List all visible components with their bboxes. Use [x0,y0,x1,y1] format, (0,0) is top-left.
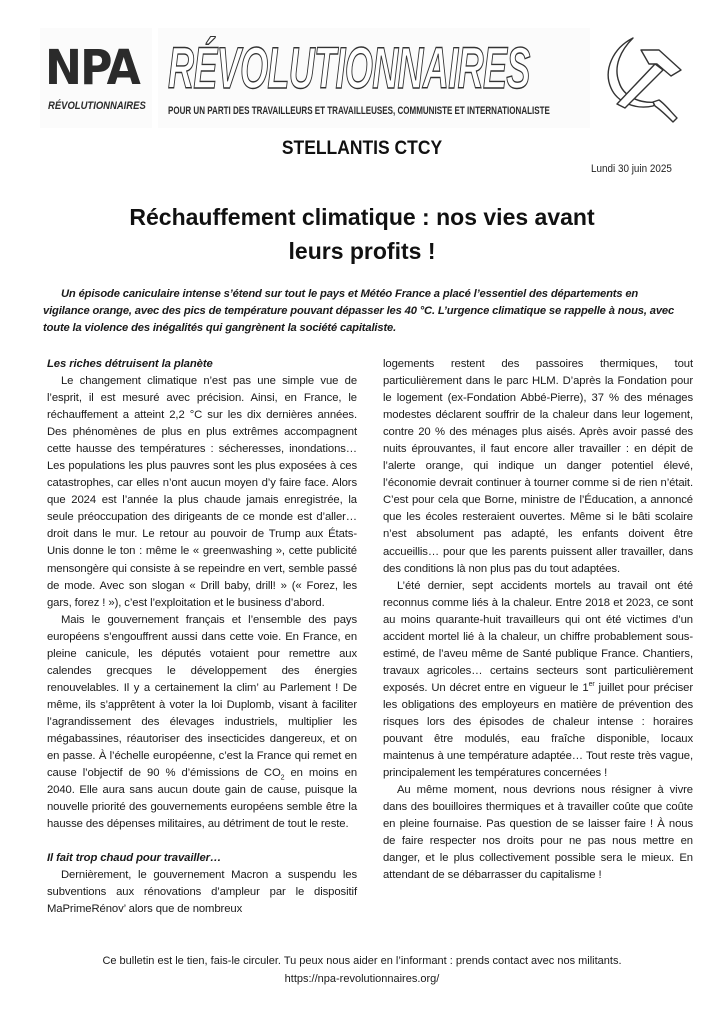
headline [60,200,664,268]
section-heading: Il fait trop chaud pour travailler… [47,852,222,865]
paragraph-text: Mais le gouvernement français et l’ensemble des pays européens s’engouffrent aussi dans cette voie. En France, en pleine canicule, les députés votaient pour remettre aux calendes grecques le développement des énergies renouvelables. Il y a certainement la clim’ au Parlement ! De même, ils s’apprêtent à voter la loi Duplomb, visant à faciliter l’agrandissement des élevages industriels, multiplier les mégabassines, réautoriser des insecticides dangereux, et on en passe. À l’échelle européenne, c’est la France qui remet en cause l’objectif de 90 % d’émissions de CO [47,613,357,780]
masthead [158,28,590,128]
site-name: STELLANTIS CTCY [281,138,443,159]
headline-line-2: leurs profits ! [288,238,436,264]
paragraph [383,578,693,783]
paragraph [47,612,357,834]
column-right [383,356,693,884]
article-lead: Un épisode caniculaire intense s’étend sur tout le pays et Météo France a placé l’essentiel des départements en vigilance orange, avec des pics de température pouvant dépasser les 40 °C. L’urgence climatique se rappelle à nous, avec toute la violence des inégalités qui gangrènent la société capitaliste. [43,288,675,334]
footer-text: Ce bulletin est le tien, fais-le circuler. Tu peux nous aider en l’informant : prends contact avec nos militants. [102,955,622,967]
paragraph-text: L’été dernier, sept accidents mortels au travail ont été reconnus comme liés à la chaleur. Entre 2018 et 2023, ce sont au moins quarante-huit travailleurs qui ont été victimes d’un accident mortel lié à la chaleur, un chiffre probablement sous-estimé, de l’aveu même de Santé publique France. Chantiers, travaux agricoles… certains secteurs sont particulièrement exposés. Un décret entre en vigueur le 1 [383,579,693,694]
npa-logo-main: NPA [45,40,139,96]
column-left [47,356,357,918]
paragraph: logements restent des passoires thermiques, tout particulièrement dans le parc HLM. D’après la Fondation pour le logement (ex-Fondation Abbé-Pierre), 37 % des ménages modestes déclarent souffrir de la chaleur dans leur logement, contre 20 % des ménages plus aisés. Après avoir passé des nuits éprouvantes, il faut encore aller travailler : en dépit de l’alerte orange, qui indique un danger potentiel élevé, l’économie devrait continuer à tourner comme si de rien n’était. C’est pour cela que Borne, ministre de l’Éducation, a annoncé que les écoles resteraient ouvertes. Même si le bâti scolaire n’est absolument pas adapté, les enfants doivent être accueillis… pour que les parents puissent aller travailler, dans des conditions là non plus pas du tout adaptées. [383,358,693,575]
header [40,28,700,128]
paragraph: Dernièrement, le gouvernement Macron a suspendu les subventions aux rénovations d’ampleur par le dispositif MaPrimeRénov’ alors que de nombreux [47,869,357,916]
bulletin-date: Lundi 30 juin 2025 [591,163,672,175]
paragraph-text: juillet pour préciser les obligations des employeurs en matière de prévention des risques lors des épisodes de chaleur intense : horaires pouvant être modulés, eau fraîche disponible, locaux maintenus à une température adaptée… Tout reste très vague, principalement les températures concernées ! [383,681,693,780]
masthead-title: RÉVOLUTIONNAIRES [168,36,530,101]
hammer-and-sickle-icon [595,30,695,125]
headline-line-1: Réchauffement climatique : nos vies avant [129,204,595,230]
npa-logo [40,28,152,128]
subscript: 2 [280,774,285,782]
footer [40,952,684,988]
paragraph: Le changement climatique n’est pas une simple vue de l’esprit, il est mesuré avec précision. Ainsi, en France, le réchauffement a atteint 2,2 °C sur les dix dernières années. Des phénomènes de plus en plus extrêmes accompagnent cette hausse des températures : sécheresses, inondations… Les populations les plus pauvres sont les plus exposées à ces catastrophes, car elles n’ont aucun moyen d’y faire face. Alors que 2024 est l’année la plus chaude jamais enregistrée, la seule préoccupation des dirigeants de ce monde est d’aller… droit dans le mur. Le retour au pouvoir de Trump aux États-Unis donne le ton : même le « greenwashing », cette publicité mensongère qui consiste à se repeindre en vert, semble passé de mode. Avec son slogan « Drill baby, drill! » (« Forez, les gars, forez ! »), c’est l’exploitation et le business d’abord. [47,375,357,609]
masthead-tagline: POUR UN PARTI DES TRAVAILLEURS ET TRAVAILLEUSES, COMMUNISTE ET INTERNATIONALISTE [168,105,550,117]
npa-logo-sub: RÉVOLUTIONNAIRES [48,100,146,112]
paragraph-text: en moins en 2040. Elle aura sans aucun doute gain de cause, puisque la nouvelle priorité des gouvernements européens semble être la hausse des dépenses militaires, au détriment de tout le reste. [47,767,358,831]
footer-link[interactable]: https://npa-revolutionnaires.org/ [284,973,440,985]
section-heading: Les riches détruisent la planète [47,358,213,370]
superscript: er [588,681,595,689]
paragraph: Au même moment, nous devrions nous résigner à vivre dans des bouilloires thermiques et à travailler coûte que coûte en pleine fournaise. Pas question de se laisser faire ! À nous de faire respecter nos droits pour ne pas nous mettre en danger, et le plus collectivement possible sera le mieux. En attendant de se débarrasser du capitalisme ! [383,784,693,882]
